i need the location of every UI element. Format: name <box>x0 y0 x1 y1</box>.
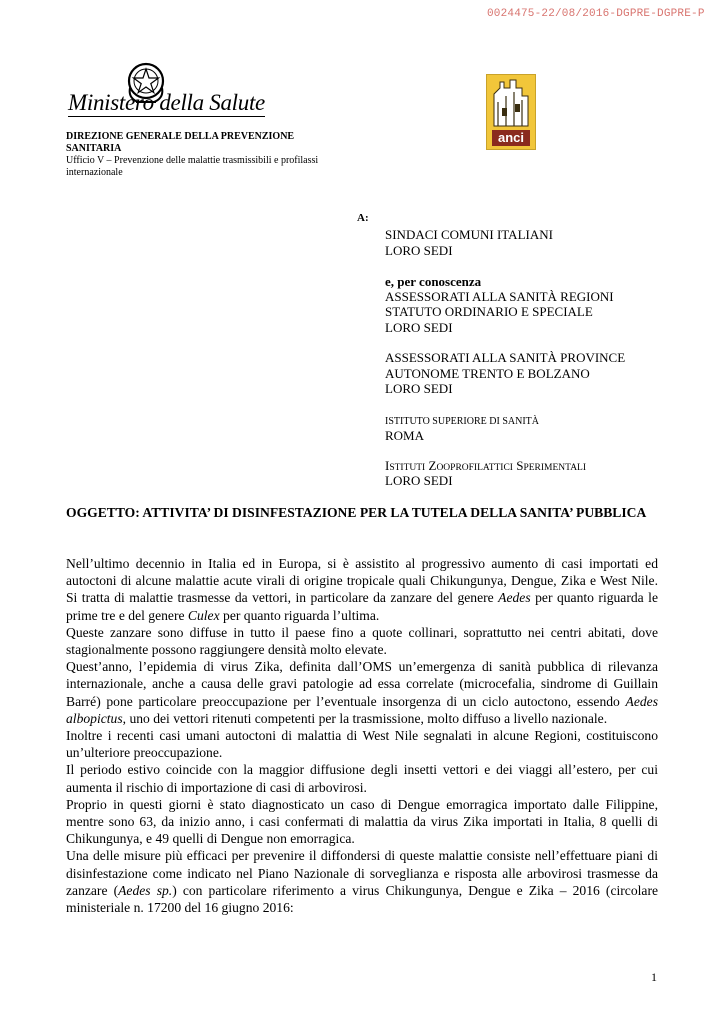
recipient-line: LORO SEDI <box>385 320 453 335</box>
recipient-line: SINDACI COMUNI ITALIANI <box>385 227 553 242</box>
page-number: 1 <box>651 970 657 984</box>
recipient-line: ASSESSORATI ALLA SANITÀ REGIONI <box>385 289 614 304</box>
protocol-stamp: 0024475-22/08/2016-DGPRE-DGPRE-P <box>487 8 705 20</box>
body-paragraph: Una delle misure più efficaci per prevenire il diffondersi di queste malattie consiste nell’effettuare piani di disinfestazione come indicato nel Piano Nazionale di sorveglianza e risposta alle arbovirosi trasmesse da zanzare (Aedes sp.) con particolare riferimento a virus Chikungunya, Dengue e Zika – 2016 (circolare ministeriale n. 17200 del 16 giugno 2016: <box>66 848 658 916</box>
anci-logo-text: anci <box>497 130 525 145</box>
department-block <box>66 131 336 179</box>
recipient-line: AUTONOME TRENTO E BOLZANO <box>385 366 590 381</box>
cc-label: e, per conoscenza <box>385 274 482 289</box>
ministry-name: Ministero della Salute <box>68 90 265 115</box>
recipient-line: LORO SEDI <box>385 243 453 258</box>
recipient-line: ROMA <box>385 428 425 443</box>
recipients-label: A: <box>357 212 369 224</box>
body-paragraph: Inoltre i recenti casi umani autoctoni di malattia di West Nile segnalati in alcune Regioni, costituiscono un’ulteriore preoccupazione. <box>66 728 658 761</box>
body-paragraph: Quest’anno, l’epidemia di virus Zika, definita dall’OMS un’emergenza di sanità pubblica di rilevanza internazionale, anche a causa delle gravi patologie ad essa correlate (microcefalia, sindrome di Guillain Barré) pone particolare preoccupazione per l’eventuale insorgenza di un ciclo autoctono, essendo Aedes albopictus, uno dei vettori ritenuti competenti per la trasmissione, molto diffuso a livello nazionale. <box>66 659 658 726</box>
body-paragraph: Nell’ultimo decennio in Italia ed in Europa, si è assistito al progressivo aumento di casi importati ed autoctoni di alcune malattie acute virali di origine tropicale quali Chikungunya, Dengue, Zika e West Nile. Si tratta di malattie trasmesse da vettori, in particolare da zanzare del genere Aedes per quanto riguarda le prime tre e del genere Culex per quanto riguarda l’ultima. <box>66 556 658 623</box>
anci-logo <box>486 74 536 150</box>
recipient-line: LORO SEDI <box>385 381 453 396</box>
recipient-line: STATUTO ORDINARIO E SPECIALE <box>385 304 593 319</box>
subject-line: OGGETTO: ATTIVITA’ DI DISINFESTAZIONE PER LA TUTELA DELLA SANITA’ PUBBLICA <box>66 505 647 520</box>
recipient-line: ASSESSORATI ALLA SANITÀ PROVINCE <box>385 350 626 365</box>
recipient-line: LORO SEDI <box>385 473 453 488</box>
body-paragraph: Queste zanzare sono diffuse in tutto il paese fino a quote collinari, soprattutto nei centri abitati, dove stagionalmente possono raggiungere densità molto elevate. <box>66 624 658 658</box>
recipient-iss: ISTITUTO SUPERIORE DI SANITÀ <box>385 416 539 427</box>
letter-body <box>66 555 658 916</box>
department-office: Ufficio V – Prevenzione delle malattie trasmissibili e profilassi internazionale <box>66 155 319 178</box>
department-name: DIREZIONE GENERALE DELLA PREVENZIONE SANITARIA <box>66 131 295 154</box>
body-paragraph: Il periodo estivo coincide con la maggior diffusione degli insetti vettori e dei viaggi all’estero, per cui aumenta il rischio di importazione di casi di arbovirosi. <box>66 762 658 795</box>
body-paragraph: Proprio in questi giorni è stato diagnosticato un caso di Dengue emorragica importato dalle Filippine, mentre sono 63, da inizio anno, i casi confermati di malattia da virus Zika importati in Italia, 8 quelli di Chikungunya, e 49 quelli di Dengue non emorragica. <box>66 796 658 847</box>
recipient-izs: ISTITUTI ZOOPROFILATTICI SPERIMENTALI <box>385 458 587 473</box>
